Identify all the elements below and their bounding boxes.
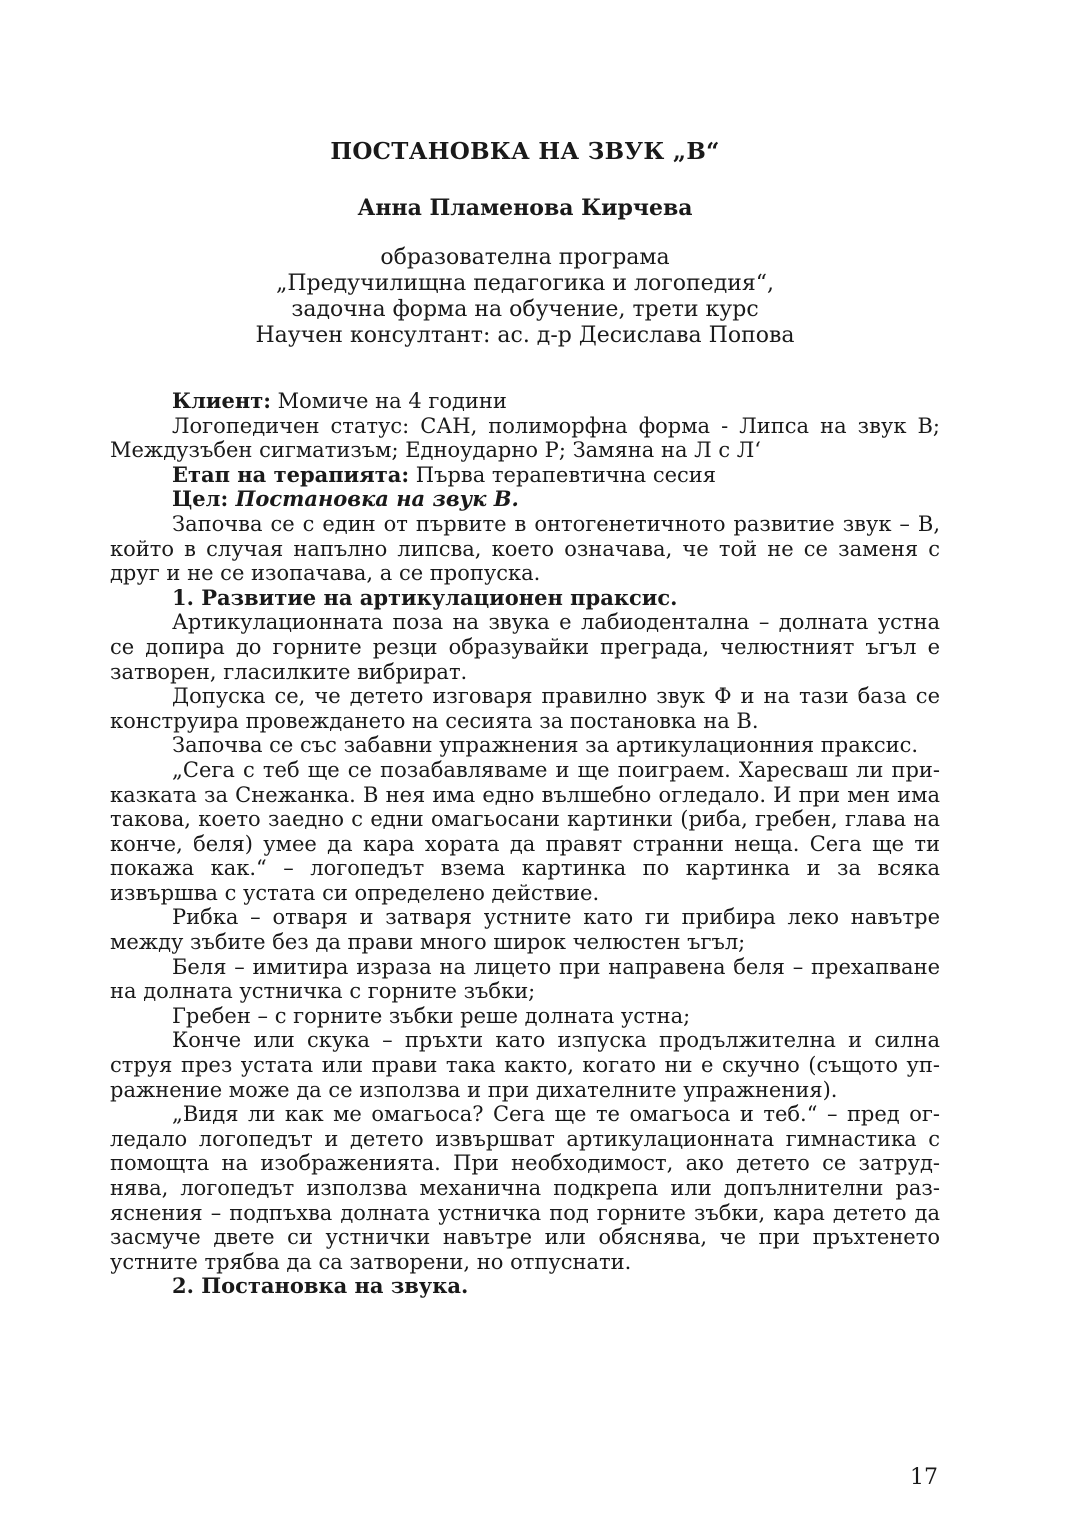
page-number: 17 bbox=[910, 1465, 938, 1490]
paragraph: Рибка – отваря и затваря устните като ги прибира леко навътре между зъбите без да прави много широк челюстен ъгъл; bbox=[110, 905, 940, 955]
paragraph: „Сега с теб ще се позабавляваме и ще поиграем. Харесваш ли приказката за Снежанка. В нея има едно вълшебно огледало. И при мен има такова, което заедно с едни омагьосани картинки (риба, гребен, глава на конче, беля) умее да кара хората да правят странни неща. Сега ще ти покажа как.“ – логопедът взема картинка по картинка и за всяка извършва с устата си определено действие. bbox=[110, 757, 940, 905]
stage-label: Етап на терапията: bbox=[172, 461, 410, 487]
body-text bbox=[110, 389, 940, 1299]
paragraph: Беля – имитира израза на лицето при направена беля – прехапване на долната устничка с горните зъбки; bbox=[110, 954, 940, 1004]
paragraph: Гребен – с горните зъбки реше долната устна; bbox=[172, 1003, 691, 1028]
section-heading: 2. Постановка на звука. bbox=[172, 1273, 469, 1299]
paragraph: Артикулационната поза на звука е лабиодентална – долната устна се допира до горните резци образувайки преграда, челюстният ъгъл е затворен, гласилките вибрират. bbox=[110, 610, 940, 684]
client-label: Клиент: bbox=[172, 388, 271, 413]
stage-line bbox=[110, 463, 940, 488]
status-line: Логопедичен статус: САН, полиморфна форма - Липса на звук В; Междузъбен сигматизъм; Едноударно Р; Замяна на Л с Л‘ bbox=[110, 413, 940, 463]
affiliation-line: Научен консултант: ас. д-р Десислава Попова bbox=[255, 323, 795, 348]
goal-line bbox=[110, 487, 940, 512]
stage-value: Първа терапевтична сесия bbox=[409, 462, 717, 487]
page-title: ПОСТАНОВКА НА ЗВУК „В“ bbox=[330, 138, 720, 165]
paragraph: „Видя ли как ме омагьоса? Сега ще те омагьоса и теб.“ – пред огледало логопедът и детето извършват артикулационната гимнастика с помощта на изображенията. При необходимост, ако детето се затруднява, логопедът използва механична подкрепа или допълнителни разяснения – подпъхва долната устничка под горните зъбки, кара детето да засмуче двете си устнички навътре или обяснява, че при пръхтенето устните трябва да са затворени, но отпуснати. bbox=[110, 1102, 940, 1274]
affiliation-line: „Предучилищна педагогика и логопедия“, bbox=[275, 271, 775, 296]
goal-label: Цел: bbox=[172, 486, 229, 512]
affiliation-block bbox=[110, 245, 940, 349]
client-line bbox=[110, 389, 940, 414]
paragraph: Започва се със забавни упражнения за артикулационния праксис. bbox=[172, 733, 919, 758]
section-heading: 1. Развитие на артикулационен праксис. bbox=[172, 584, 678, 610]
paragraph: Конче или скука – пръхти като изпуска продължителна и силна струя през устата или прави така както, когато ни е скучно (същото упражнение може да се използва и при дихателните упражнения). bbox=[110, 1028, 940, 1102]
client-value: Момиче на 4 години bbox=[270, 389, 507, 413]
author-name: Анна Пламенова Кирчева bbox=[357, 195, 693, 221]
paragraph: Започва се с един от първите в онтогенетичното развитие звук – В, който в случая напълно липсва, което означава, че той не се заменя с друг и не се изопачава, а се пропуска. bbox=[110, 511, 940, 586]
affiliation-line: задочна форма на обучение, трети курс bbox=[291, 297, 759, 322]
paragraph: Допуска се, че детето изговаря правилно звук Ф и на тази база се конструира провеждането на сесията за постановка на В. bbox=[110, 684, 940, 733]
affiliation-line: образователна програма bbox=[380, 245, 670, 270]
goal-value: Постановка на звук В. bbox=[228, 486, 519, 512]
document-page bbox=[110, 130, 940, 1299]
